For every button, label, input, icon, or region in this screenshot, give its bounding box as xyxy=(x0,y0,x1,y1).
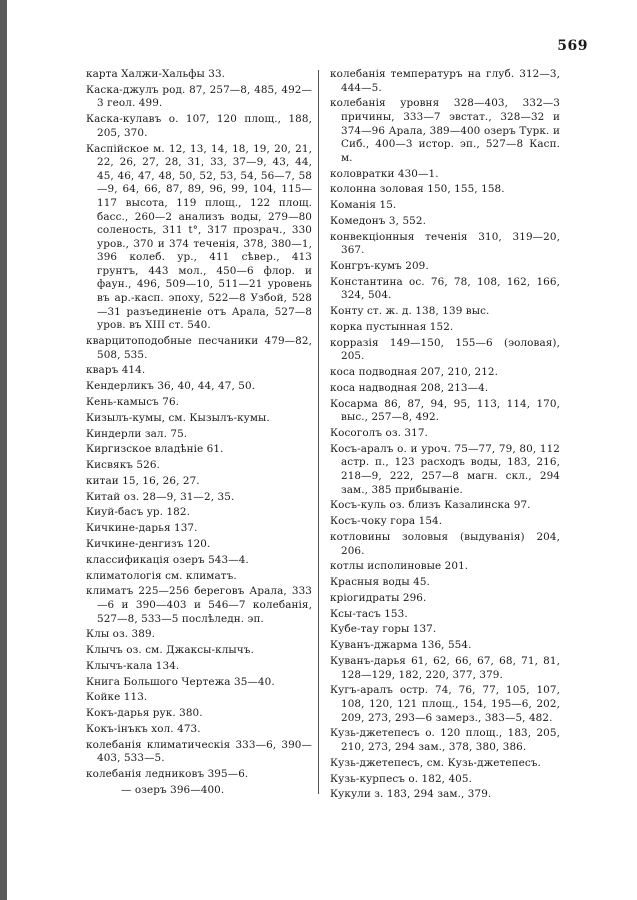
index-entry: Кузь-джетепесъ, см. Кузь-джетепесъ. xyxy=(330,756,541,769)
index-entry: Ксы-тасъ 153. xyxy=(330,607,408,620)
index-entry: Кукули з. 183, 294 зам., 379. xyxy=(330,788,492,801)
index-entry: кваръ 414. xyxy=(86,364,146,377)
index-entry: Кендерли​къ 36, 40, 44, 47, 50. xyxy=(86,380,256,393)
index-entry: кварцитоподобные песчаники 479—82, 508, 535. xyxy=(86,335,312,361)
index-entry: Клы оз. 389. xyxy=(86,628,156,641)
index-entry: Кузь-курпесъ о. 182, 405. xyxy=(330,772,472,785)
index-entry: Косарма 86, 87, 94, 95, 113, 114, 170, выс., 257—8, 492. xyxy=(330,397,560,424)
index-entry: Кичкине-денгизъ 120. xyxy=(86,538,211,550)
index-entry: котлы исполиновые 201. xyxy=(330,560,469,573)
index-entry: коса надводная 208, 213—4. xyxy=(330,381,489,394)
index-entry: Константина ос. 76, 78, 108, 162, 166, 324, 504. xyxy=(330,275,560,302)
index-entry: кріогидраты 296. xyxy=(330,591,427,604)
index-entry: Косоголъ оз. 317. xyxy=(330,427,428,440)
index-entry: Койке 113. xyxy=(86,691,148,704)
index-entry: Кугъ-аралъ остр. 74, 76, 77, 105, 107, 108, 120, 121 площ., 154, 195—6, 202, 209, 273, 293—6 замерз., 383—5, 482. xyxy=(330,684,560,724)
index-entry: Косъ-аралъ о. и уроч. 75—77, 79, 80, 112 астр. п., 123 расходъ воды, 183, 216, 218—9, 222, 257—8 магн. скл., 294 зам., 385 прибываніе. xyxy=(330,442,560,496)
index-entry: колебанія температуръ на глуб. 312—3, 444—5. xyxy=(330,68,560,94)
index-entry: климатологія см. климатъ. xyxy=(86,569,237,582)
index-entry: корразія 149—150, 155—6 (эоловая), 205. xyxy=(330,336,560,363)
index-entry: Киндерли зал. 75. xyxy=(86,427,188,440)
index-entry: Команія 15. xyxy=(330,199,397,212)
index-entry: Клычъ-кала 134. xyxy=(86,659,180,672)
index-entry: коловратки 430—1. xyxy=(330,167,439,180)
index-entry: Кень-камысъ 76. xyxy=(86,395,180,408)
index-column-left xyxy=(86,68,312,862)
index-entry: Киуй-басъ ур. 182. xyxy=(86,506,191,519)
index-entry: Кизылъ-кумы, см. Кызылъ-кумы. xyxy=(86,411,270,424)
index-entry: Красныя воды 45. xyxy=(330,576,430,589)
scan-edge-shadow xyxy=(0,0,7,900)
index-entry: карта Халжи-Хальфы 33. xyxy=(86,68,226,80)
index-entry: колонна золовая 150, 155, 158. xyxy=(330,183,505,196)
index-entry: китаи 15, 16, 26, 27. xyxy=(86,474,200,487)
index-entry: Косъ-куль оз. близъ Казалинска 97. xyxy=(330,499,531,512)
index-entry: корка пустынная 152. xyxy=(330,320,454,333)
index-entry: климатъ 225—256 береговъ Арала, 333—6 и 390—403 и 546—7 колебанія, 527—8, 533—5 послѣледн. эп. xyxy=(86,585,312,625)
column-divider xyxy=(318,70,319,794)
index-entry: коса подводная 207, 210, 212. xyxy=(330,366,499,379)
index-entry: — озеръ 396—400. xyxy=(121,783,225,796)
index-entry: Куванъ-джарма 136, 554. xyxy=(330,639,472,652)
index-entry: Каска-кулавъ о. 107, 120 площ., 188, 205, 370. xyxy=(86,113,312,139)
index-entry: Косъ-чоку гора 154. xyxy=(330,515,443,528)
index-entry: Каска-джулъ род. 87, 257—8, 485, 492—3 геол. 499. xyxy=(86,83,312,110)
index-entry: Кичкине-дарья 137. xyxy=(86,522,198,535)
index-entry: Клычъ оз. см. Джаксы-клычъ. xyxy=(86,644,254,657)
index-entry: Комедонъ 3, 552. xyxy=(330,214,426,227)
index-entry: Книга Большого Чертежа 35—40. xyxy=(86,675,275,688)
index-entry: конвекціонныя теченія 310, 319—20, 367. xyxy=(330,230,560,257)
index-entry: колебанія ледниковъ 395—6. xyxy=(86,768,249,781)
index-entry: Конгръ-кумъ 209. xyxy=(330,260,429,273)
index-entry: Каспійское м. 12, 13, 14, 18, 19, 20, 21, 22, 26, 27, 28, 31, 33, 37—9, 43, 44, 45, 46, 47, 48, 50, 52, 53, 54, 56—7, 58—9, 64, 66, 87, 89, 96, 99, 104, 115—117 высота, 119 площ., 122 площ. басс., 260—2 анализъ воды, 279—80 соленость, 311 t°, 317 прозрач., 330 уров., 370 и 374 теченія, 378, 380—1, 396 колеб. ур., 411 сѣвер., 413 грунтъ, 443 мол., 450—6 флор. и фаун., 496, 509—10, 511—21 уровень въ ар.-касп. эпоху, 522—8 Узбой, 528—31 разъединеніе отъ Арала, 527—8 уров. въ XIII ст. 540. xyxy=(86,142,312,332)
index-entry: Кубе-тау горы 137. xyxy=(330,623,437,636)
index-entry: Кузь-джетепесъ о. 120 площ., 183, 205, 210, 273, 294 зам., 378, 380, 386. xyxy=(330,727,560,753)
index-entry: Куванъ-дарья 61, 62, 66, 67, 68, 71, 81, 128—129, 182, 220, 377, 379. xyxy=(330,655,560,681)
index-entry: Кокъ-інъкъ хол. 473. xyxy=(86,723,201,735)
index-entry: колебанія уровня 328—403, 332—3 причины, 333—7 эвстат., 328—32 и 374—96 Арала, 389—400 озеръ Турк. и Сиб., 400—3 истор. эп., 527—8 Касп. м. xyxy=(330,97,560,164)
index-entry: Киргизское владѣніе 61. xyxy=(86,443,224,456)
index-entry: Конту ст. ж. д. 138, 139 выс. xyxy=(330,305,490,318)
page-number: 569 xyxy=(557,38,588,54)
index-column-right xyxy=(330,68,560,862)
index-entry: Кокъ-дарья рук. 380. xyxy=(86,707,203,720)
index-entry: колебанія климатическія 333—6, 390—403, 533—5. xyxy=(86,738,312,765)
index-entry: Кисвякъ 526. xyxy=(86,459,160,472)
index-entry: классификація озеръ 543—4. xyxy=(86,553,249,566)
index-entry: котловины золовыя (выдуванія) 204, 206. xyxy=(330,530,560,557)
index-entry: Китай оз. 28—9, 31—2, 35. xyxy=(86,490,235,503)
